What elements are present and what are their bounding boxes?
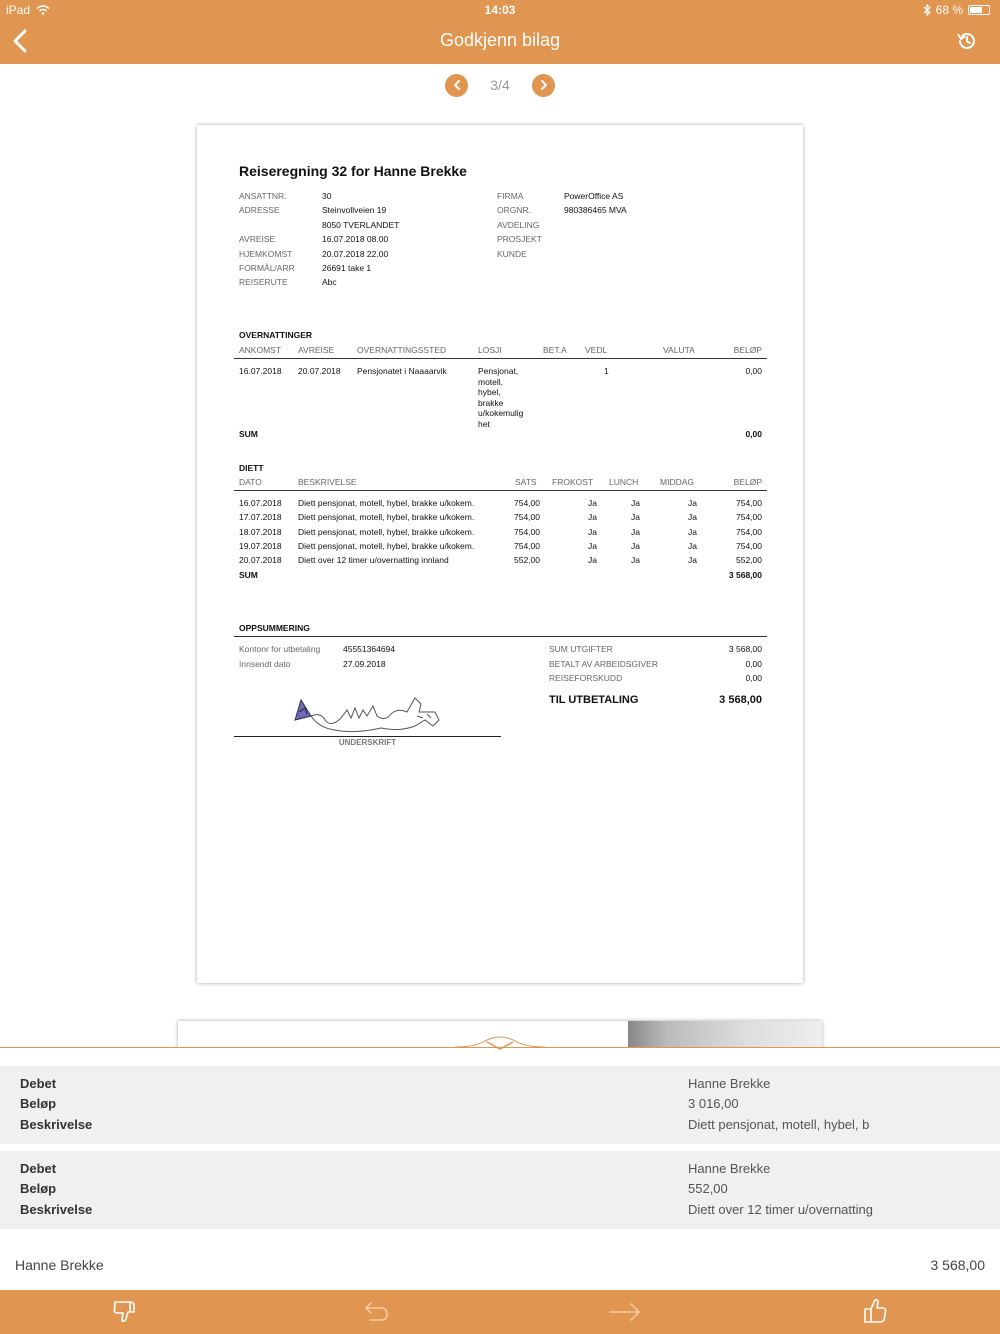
belop-value: 3 016,00 <box>688 1096 739 1111</box>
reject-button[interactable] <box>110 1297 140 1327</box>
field-label: HJEMKOMST <box>239 249 293 259</box>
field-value: PowerOffice AS <box>564 191 624 201</box>
column-header: BESKRIVELSE <box>298 477 357 487</box>
field-label: ANSATTNR. <box>239 191 287 201</box>
field-label: KUNDE <box>497 249 527 259</box>
cell-middag: Ja <box>688 555 697 566</box>
signature-line <box>234 736 501 737</box>
beskrivelse-value: Diett pensjonat, motell, hybel, b <box>688 1117 870 1132</box>
cell-middag: Ja <box>688 540 697 551</box>
field-value: Abc <box>322 277 337 287</box>
column-header: OVERNATTINGSSTED <box>357 345 447 355</box>
belop-label: Beløp <box>20 1181 57 1196</box>
column-header: LUNCH <box>609 477 639 487</box>
beskrivelse-value: Diett over 12 timer u/overnatting <box>688 1202 873 1217</box>
sum-value: 0,00 <box>745 429 762 439</box>
cell-frokost: Ja <box>588 555 597 566</box>
approve-button[interactable] <box>860 1297 890 1327</box>
forskudd-value: 0,00 <box>745 673 762 683</box>
signature-image <box>289 690 449 740</box>
belop-value: 552,00 <box>688 1181 728 1196</box>
page-title: Godkjenn bilag <box>439 30 561 50</box>
sum-label: SUM <box>239 429 258 439</box>
battery-percent: 68 % <box>935 3 963 17</box>
entry-row-debet <box>0 1161 1000 1181</box>
cell-beskrivelse: Diett over 12 timer u/overnatting innland <box>298 555 449 566</box>
debet-label: Debet <box>20 1076 57 1091</box>
signature-label: UNDERSKRIFT <box>338 738 397 747</box>
forward-arrow-icon <box>608 1297 642 1327</box>
section-title-diett: DIETT <box>239 463 264 473</box>
column-header: BET.A <box>543 345 567 355</box>
entry-card[interactable] <box>0 1151 1000 1229</box>
column-header: LOSJI <box>478 345 502 355</box>
cell-lunch: Ja <box>631 498 640 508</box>
cell-sats: 552,00 <box>514 555 540 566</box>
cell-frokost: Ja <box>588 526 597 537</box>
bluetooth-icon <box>923 4 931 16</box>
column-header: SATS <box>515 477 537 487</box>
column-header: ANKOMST <box>239 345 282 355</box>
sum-utgifter-label: SUM UTGIFTER <box>549 644 613 654</box>
cell-frokost: Ja <box>588 498 597 508</box>
cell-avreise: 20.07.2018 <box>298 366 341 376</box>
field-value: 26691 take 1 <box>322 263 372 273</box>
entry-row-beskrivelse <box>0 1202 1000 1222</box>
cell-dato: 19.07.2018 <box>239 540 282 551</box>
cell-belop: 754,00 <box>736 540 762 551</box>
field-label: ORGNR. <box>497 205 531 215</box>
history-button[interactable] <box>956 30 978 52</box>
cell-frokost: Ja <box>588 540 597 551</box>
cell-sats: 754,00 <box>514 526 540 537</box>
history-icon <box>956 30 978 52</box>
cell-belop: 754,00 <box>736 512 762 523</box>
section-title-oppsummering: OPPSUMMERING <box>239 623 310 633</box>
document-title: Reiseregning 32 for Hanne Brekke <box>239 163 467 179</box>
battery-indicator <box>923 3 990 17</box>
page-indicator: 3/4 <box>490 77 510 93</box>
forward-button[interactable] <box>608 1297 638 1327</box>
cell-vedl: 1 <box>604 366 609 376</box>
betalt-label: BETALT AV ARBEIDSGIVER <box>549 659 658 669</box>
cell-belop: 552,00 <box>736 555 762 566</box>
bottom-toolbar <box>0 1290 1000 1334</box>
divider <box>234 358 767 359</box>
document-pager <box>0 73 1000 97</box>
undo-icon <box>360 1297 390 1327</box>
cell-lunch: Ja <box>631 526 640 537</box>
field-label: PROSJEKT <box>497 234 542 244</box>
cell-lunch: Ja <box>631 512 640 523</box>
cell-beskrivelse: Diett pensjonat, motell, hybel, brakke u/kokem. <box>298 498 475 508</box>
field-label: ADRESSE <box>239 205 280 215</box>
til-utbetaling-value: 3 568,00 <box>719 694 762 706</box>
field-label: FORMÅL/ARR <box>239 263 295 273</box>
cell-belop: 0,00 <box>745 366 762 376</box>
cell-lunch: Ja <box>631 555 640 566</box>
cell-dato: 18.07.2018 <box>239 526 282 537</box>
debet-label: Debet <box>20 1161 57 1176</box>
losji-line: hybel, <box>478 387 501 397</box>
cell-beskrivelse: Diett pensjonat, motell, hybel, brakke u/kokem. <box>298 512 475 523</box>
cell-belop: 754,00 <box>736 498 762 508</box>
losji-line: Pensjonat, <box>478 366 519 376</box>
carrier-text: iPad <box>6 3 31 17</box>
losji-line: het <box>478 418 490 429</box>
field-value: 16.07.2018 08.00 <box>322 234 389 244</box>
losji-line: brakke <box>478 397 504 408</box>
entries-drawer <box>0 1047 1000 1290</box>
entry-list <box>0 1066 1000 1236</box>
thumbs-down-icon <box>110 1297 140 1327</box>
column-header: BELØP <box>733 477 762 487</box>
konto-label: Kontonr for utbetaling <box>239 644 321 654</box>
konto-value: 45551364694 <box>343 644 396 654</box>
cell-frokost: Ja <box>588 512 597 523</box>
field-label: FIRMA <box>497 191 524 201</box>
cell-beskrivelse: Diett pensjonat, motell, hybel, brakke u/kokem. <box>298 526 475 537</box>
chevron-right-icon <box>538 79 550 91</box>
cell-belop: 754,00 <box>736 526 762 537</box>
cell-losji <box>478 366 523 429</box>
field-value: 980386465 MVA <box>564 205 627 215</box>
total-amount: 3 568,00 <box>930 1257 985 1273</box>
divider <box>234 490 767 491</box>
column-header: VALUTA <box>663 345 695 355</box>
sum-label: SUM <box>239 570 258 580</box>
clock: 14:03 <box>484 3 516 17</box>
undo-button[interactable] <box>360 1297 390 1327</box>
column-header: AVREISE <box>298 345 335 355</box>
field-label: AVREISE <box>239 234 276 244</box>
column-header: MIDDAG <box>660 477 694 487</box>
entry-card[interactable] <box>0 1066 1000 1144</box>
field-value: 20.07.2018 22.00 <box>322 249 389 259</box>
next-page-button[interactable] <box>532 74 555 97</box>
column-header: BELØP <box>733 345 762 355</box>
losji-line: motell, <box>478 376 504 387</box>
field-label: AVDELING <box>497 220 540 230</box>
chevron-left-icon <box>451 79 463 91</box>
cell-sats: 754,00 <box>514 512 540 523</box>
cell-dato: 16.07.2018 <box>239 498 282 508</box>
cell-ankomst: 16.07.2018 <box>239 366 282 376</box>
entry-row-belop <box>0 1096 1000 1116</box>
entry-row-beskrivelse <box>0 1117 1000 1137</box>
field-value: 8050 TVERLANDET <box>322 220 400 230</box>
total-name: Hanne Brekke <box>15 1257 104 1273</box>
cell-sats: 754,00 <box>514 498 540 508</box>
cell-lunch: Ja <box>631 540 640 551</box>
innsendt-value: 27.09.2018 <box>343 659 386 669</box>
battery-icon <box>968 5 990 15</box>
total-row <box>0 1257 1000 1279</box>
previous-page-button[interactable] <box>445 74 468 97</box>
column-header: FROKOST <box>552 477 594 487</box>
beskrivelse-label: Beskrivelse <box>20 1202 93 1217</box>
betalt-value: 0,00 <box>745 659 762 669</box>
cell-middag: Ja <box>688 526 697 537</box>
til-utbetaling-label: TIL UTBETALING <box>549 694 639 706</box>
field-value: 30 <box>322 191 332 201</box>
status-bar <box>0 0 1000 22</box>
section-title-overnatting: OVERNATTINGER <box>239 330 313 340</box>
thumbs-up-icon <box>860 1297 890 1327</box>
innsendt-label: Innsendt dato <box>239 659 291 669</box>
sum-utgifter-value: 3 568,00 <box>728 644 762 654</box>
column-header: DATO <box>239 477 262 487</box>
column-header: VEDL <box>585 345 608 355</box>
cell-sats: 754,00 <box>514 540 540 551</box>
divider <box>234 636 767 637</box>
entry-row-belop <box>0 1181 1000 1201</box>
forskudd-label: REISEFORSKUDD <box>549 673 623 683</box>
top-bar <box>0 0 1000 64</box>
cell-middag: Ja <box>688 498 697 508</box>
drawer-handle[interactable] <box>455 1035 545 1055</box>
document-content <box>197 125 803 983</box>
debet-value: Hanne Brekke <box>688 1161 771 1176</box>
entry-row-debet <box>0 1076 1000 1096</box>
beskrivelse-label: Beskrivelse <box>20 1117 93 1132</box>
cell-dato: 20.07.2018 <box>239 555 282 566</box>
sum-value: 3 568,00 <box>728 570 762 580</box>
debet-value: Hanne Brekke <box>688 1076 771 1091</box>
field-value: Steinvollveien 19 <box>322 205 387 215</box>
cell-middag: Ja <box>688 512 697 523</box>
document-preview[interactable] <box>197 125 803 983</box>
field-label: REISERUTE <box>239 277 288 287</box>
cell-dato: 17.07.2018 <box>239 512 282 523</box>
losji-line: u/kokemulig <box>478 408 524 418</box>
cell-sted: Pensjonatet i Naaaarvik <box>357 366 447 376</box>
belop-label: Beløp <box>20 1096 57 1111</box>
cell-beskrivelse: Diett pensjonat, motell, hybel, brakke u/kokem. <box>298 540 475 551</box>
